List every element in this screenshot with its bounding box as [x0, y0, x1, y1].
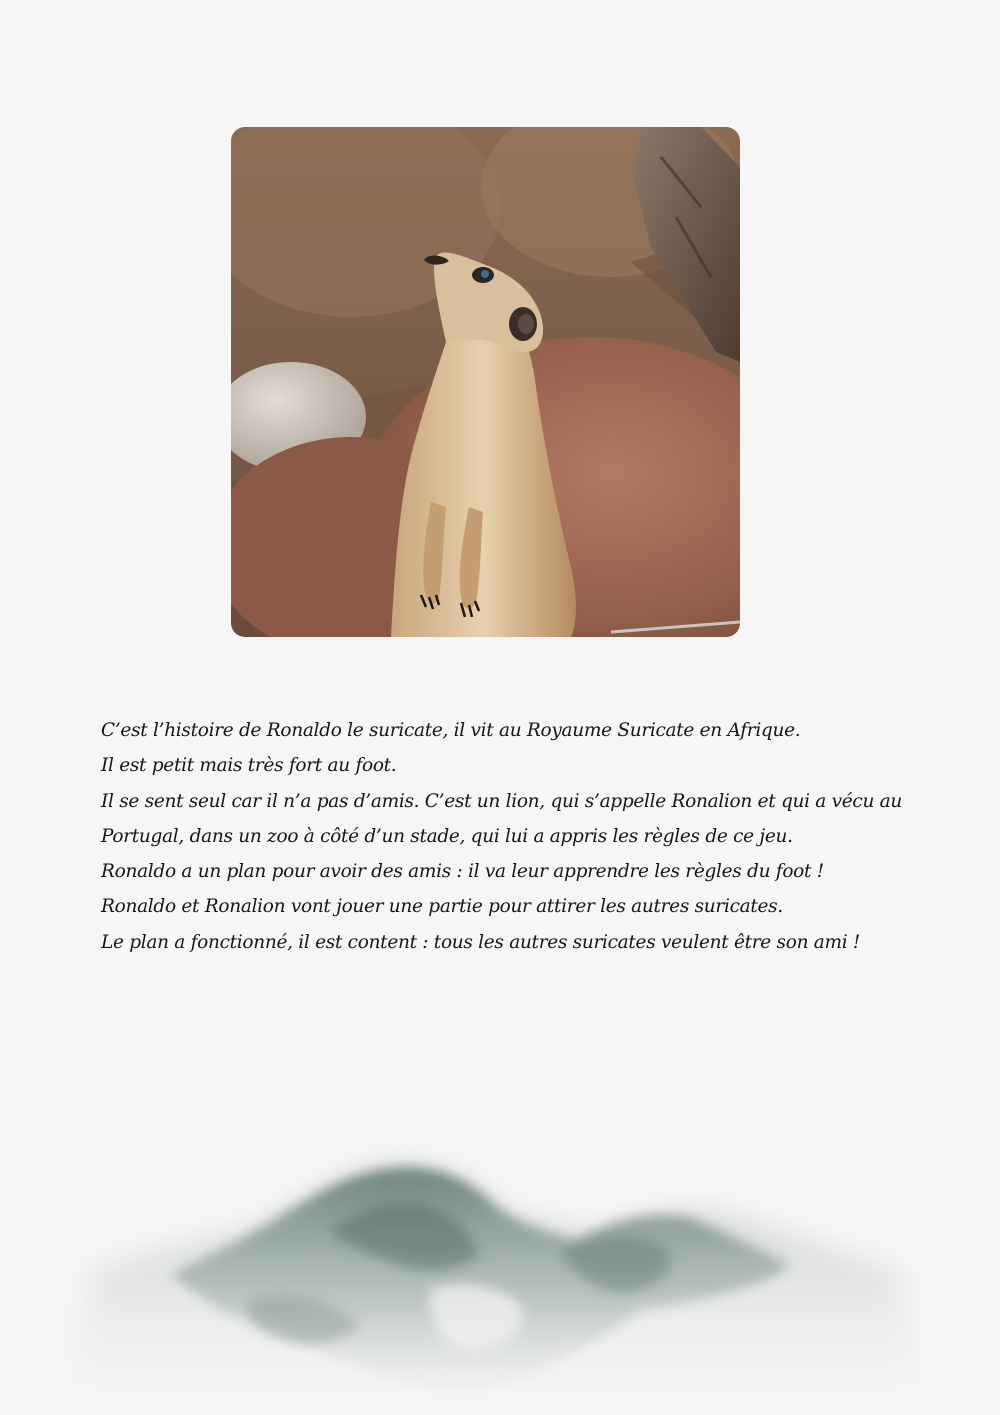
mountains-illustration — [0, 1140, 1000, 1415]
story-text — [101, 713, 921, 960]
story-line: Il est petit mais très fort au foot. — [101, 755, 397, 777]
story-line: Il se sent seul car il n’a pas d’amis. C’est un lion, qui s’appelle Ronalion et qui a vécu au — [101, 790, 903, 812]
story-line: C’est l’histoire de Ronaldo le suricate, il vit au Royaume Suricate en Afrique. — [101, 720, 801, 741]
watercolor-mountains — [0, 1140, 1000, 1415]
meerkat-image — [231, 127, 740, 637]
story-line: Portugal, dans un zoo à côté d’un stade, qui lui a appris les règles de ce jeu. — [101, 825, 793, 847]
meerkat-photo — [231, 127, 740, 637]
story-line: Ronaldo a un plan pour avoir des amis : il va leur apprendre les règles du foot ! — [101, 861, 824, 883]
story-line: Ronaldo et Ronalion vont jouer une partie pour attirer les autres suricates. — [101, 896, 783, 918]
story-line: Le plan a fonctionné, il est content : tous les autres suricates veulent être son ami ! — [101, 931, 861, 953]
